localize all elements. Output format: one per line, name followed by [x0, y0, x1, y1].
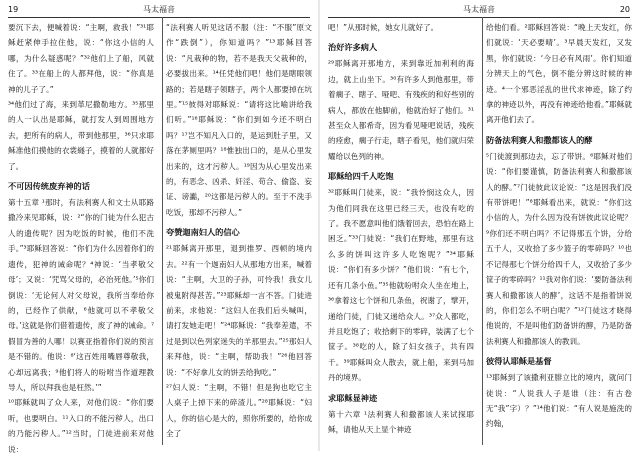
column-divider: [482, 17, 483, 445]
section-heading: 防备法利赛人和撒都该人的酵: [486, 134, 593, 145]
paragraph: ¹⁰耶稣就叫了众人来，对他们说：“你们要听，也要明白。¹¹入口的不能污秽人，出口的乃能污秽人。”¹²当时，门徒进前来对他说：: [8, 398, 154, 454]
paragraph: “法利赛人听见这话不服（注：“不服”原文作“跌倒”），你知道吗？”¹³耶稣回答说：“凡栽种的物，若不是我天父栽种的，必要拔出来。¹⁴任凭他们吧！他们是瞎眼领路的；若是瞎子领瞎子，两个人都要掉在坑里。”¹⁵彼得对耶稣说：“请将这比喻讲给我们听。”¹⁶耶稣说：“你们到如今还不明白吗？¹⁷岂不知凡入口的，是运到肚子里，又落在茅厕里吗？¹⁸惟独出口的，是从心里发出来的，这才污秽人。¹⁹因为从心里发出来的，有恶念、凶杀、奸淫、苟合、偷盗、妄证、谤讟，²⁰这都是污秽人的。至于不洗手吃饭，那却不污秽人。”: [166, 23, 312, 217]
section-heading: 不可因传统废弃神的话: [8, 181, 90, 192]
running-title: 马太福音: [463, 5, 495, 14]
paragraph: ⁵门徒渡到那边去，忘了带饼。⁶耶稣对他们说：“你们要谨慎，防备法利赛人和撒都该人的酵。”⁷门徒彼此议论说：“这是因我们没有带饼吧！”⁸耶稣看出来，就说：“你们这小信的人，为什么因为没有饼彼此议论呢？⁹你们还不明白吗？不记得那五个饼，分给五千人，又收拾了多少篮子的零碎吗？¹⁰也不记得那七个饼分给四千人，又收拾了多少筐子的零碎吗？¹¹我对你们说：‘要防备法利赛人和撒都该人的酵’，这话不是指着饼说的，你们怎么不明白呢？”¹²门徒这才晓得他说的，不是叫他们防备饼的酵，乃是防备法利赛人和撒都该人的教训。: [486, 151, 632, 346]
paragraph: ¹³耶稣到了该撒利亚腓立比的境内，就问门徒说：“人说我人子是谁（注：有古卷无“我”字）？”¹⁴他们说：“有人说是施洗的约翰，: [486, 373, 632, 429]
text-column-2: [166, 20, 312, 448]
column-divider: [162, 17, 163, 445]
header-rule: [328, 17, 630, 18]
paragraph: ²⁹耶稣离开那地方，来到靠近加利利的海边，就上山坐下。³⁰有许多人到他那里，带着瘸子、瞎子、哑吧、有残疾的和好些别的病人，都放在他脚前，他就治好了他们。³¹甚至众人都希奇，因为看见哑吧说话，残疾的痊愈，瘸子行走，瞎子看见，他们就归荣耀给以色列的神。: [328, 59, 474, 161]
text-column-1: [8, 20, 154, 454]
right-page: [320, 0, 638, 451]
page-number: 19: [8, 5, 19, 14]
left-page: [0, 0, 318, 454]
paragraph: 给他们看。²耶稣回答说：“晚上天发红，你们就说：‘天必要晴’。³早晨天发红，又发黑，你们就说：‘今日必有风雨’。你们知道分辨天上的气色，倒不能分辨这时候的神迹。⁴一个邪恶淫乱的世代求神迹，除了约拿的神迹以外，再没有神迹给他看。”耶稣就离开他们去了。: [486, 23, 632, 125]
section-heading: 夸赞迦南妇人的信心: [166, 227, 240, 238]
page-header: [8, 4, 310, 16]
paragraph: ³⁴他们过了海，来到革尼撒勒地方。³⁵那里的人一认出是耶稣，就打发人到周围地方去，把所有的病人，带到他那里，³⁶只求耶稣准他们摸他的衣裳繸子，摸着的人就都好了。: [8, 100, 154, 171]
section-heading: 耶稣给四千人吃饱: [328, 171, 394, 182]
text-column-2: [486, 20, 632, 448]
paragraph: 第十六章 ¹法利赛人和撒都该人来试探耶稣，请他从天上显个神迹: [328, 409, 474, 434]
section-heading: 治好许多病人: [328, 42, 378, 53]
running-title: 马太福音: [143, 5, 175, 14]
header-rule: [8, 17, 310, 18]
page-header: [328, 4, 630, 16]
paragraph: 第十五章 ¹那时，有法利赛人和文士从耶路撒冷来见耶稣，说：²“你的门徒为什么犯古人的遗传呢？因为吃饭的时候，他们不洗手。”³耶稣回答说：“你们为什么因着你们的遗传，犯神的诫命呢？⁴神说：‘当孝敬父母’；又说：‘咒骂父母的，必治死他。’⁵你们倒说：‘无论何人对父母说，我所当奉给你的，已经作了供献，⁶他就可以不孝敬父母。’这就是你们借着遗传，废了神的诫命。⁷假冒为善的人哪！以赛亚指着你们说的预言是不错的。他说：⁸‘这百姓用嘴唇尊敬我，心却远离我；⁹他们将人的吩咐当作道理教导人，所以拜我也是枉然。’”: [8, 198, 154, 392]
page-number: 20: [619, 5, 630, 14]
paragraph: ²⁷妇人说：“主啊，不错！但是狗也吃它主人桌子上掉下来的碎渣儿。”²⁸耶稣说：“妇人，你的信心是大的，照你所要的，给你成全了: [166, 382, 312, 439]
paragraph: ²¹耶稣离开那里，退到推罗、西顿的境内去。²²有一个迦南妇人从那地方出来，喊着说：“主啊，大卫的子孙，可怜我！我女儿被鬼附得甚苦。”²³耶稣却一言不答。门徒进前来，求他说：“这妇人在我们后头喊叫，请打发她走吧！”²⁴耶稣说：“我奉差遣，不过是到以色列家迷失的羊那里去。”²⁵那妇人来拜他，说：“主啊，帮助我！”²⁶他回答说：“不好拿儿女的饼丢给狗吃。”: [166, 244, 312, 377]
section-heading: 彼得认耶稣是基督: [486, 356, 552, 367]
paragraph: 要沉下去，便喊着说：“主啊，救我！”³¹耶稣赶紧伸手拉住他，说：“你这小信的人哪，为什么疑惑呢？”³²他们上了船，风就住了。³³在船上的人都拜他，说：“你真是神的儿子了。”: [8, 23, 154, 94]
section-heading: 求耶稣显神迹: [328, 392, 378, 403]
text-column-1: [328, 20, 474, 448]
paragraph: 吧！”从那时候，她女儿就好了。: [328, 23, 439, 32]
paragraph: ³²耶稣叫门徒来，说：“我怜悯这众人，因为他们同我在这里已经三天，也没有吃的了。我不愿意叫他们饿着回去，恐怕在路上困乏。”³³门徒说：“我们在野地，那里有这么多的饼叫这许多人吃饱呢？”³⁴耶稣说：“你们有多少饼？”他们说：“有七个，还有几条小鱼。”³⁵他就吩咐众人坐在地上，³⁶拿着这七个饼和几条鱼，祝谢了，擘开，递给门徒，门徒又递给众人。³⁷众人都吃，并且吃饱了；收拾剩下的零碎，装满了七个筐子。³⁸吃的人，除了妇女孩子，共有四千。³⁹耶稣叫众人散去，就上船，来到马加丹的境界。: [328, 188, 474, 383]
